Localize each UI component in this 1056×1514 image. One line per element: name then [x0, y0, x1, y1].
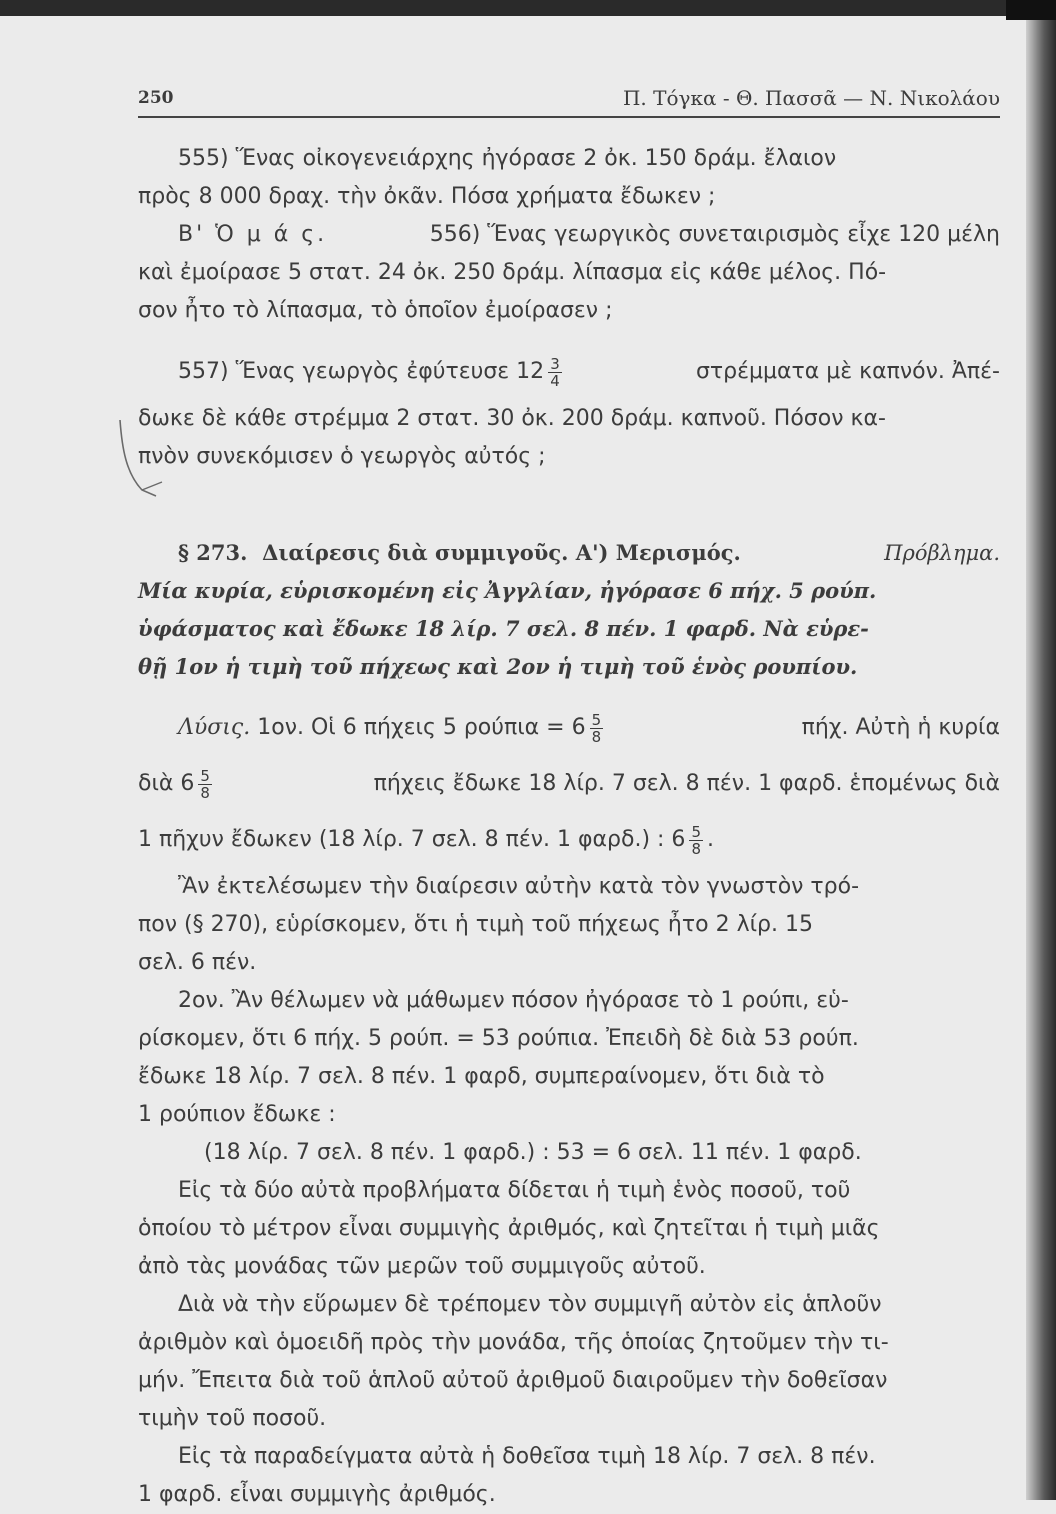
section-problem-text-2: Μία κυρία, εὑρισκομένη εἰς Ἀγγλίαν, ἠγόρασε 6 πήχ. 5 ρούπ.: [138, 578, 877, 603]
problem-557-line-1: [138, 344, 1000, 400]
solution-line-1: [138, 700, 1000, 756]
fraction-numerator: 5: [591, 710, 602, 729]
fraction-numerator: 5: [691, 822, 701, 841]
section-problem-text-3: ὑφάσματος καὶ ἔδωκε 18 λίρ. 7 σελ. 8 πέν. 1 φαρδ. Νὰ εὑρε-: [138, 616, 869, 641]
problem-557-text-a: 557) Ἕνας γεωργὸς ἐφύτευσε 12: [178, 359, 545, 384]
fraction-denominator: 8: [591, 727, 602, 746]
section-problem-line-2: [138, 572, 1000, 610]
solution-line-18: τιμὴν τοῦ ποσοῦ.: [138, 1406, 327, 1431]
solution-line-15: Διὰ νὰ τὴν εὕρωμεν δὲ τρέπομεν τὸν συμμιγῆ αὐτὸν εἰς ἁπλοῦν: [178, 1292, 882, 1317]
solution-line-14: ἀπὸ τὰς μονάδας τῶν μερῶν τοῦ συμμιγοῦς αὐτοῦ.: [138, 1254, 706, 1279]
solution-line-2-a: [138, 765, 216, 803]
problem-556-line-1-text: 556) Ἕνας γεωργικὸς συνεταιρισμὸς εἶχε 120 μέλη: [429, 222, 1000, 247]
solution-text-1a: 1ον. Οἱ 6 πήχεις 5 ρούπια = 6: [257, 715, 586, 740]
problem-557-line-2: δωκε δὲ κάθε στρέμμα 2 στατ. 30 ὀκ. 200 δράμ. καπνοῦ. Πόσον κα-: [138, 406, 886, 431]
problem-label: Πρόβλημα.: [884, 541, 1000, 565]
solution-line-6: σελ. 6 πέν.: [138, 950, 257, 975]
fraction-five-eighths-1: [590, 712, 604, 745]
group-label: Β' Ὁ μ ά ς.: [178, 222, 328, 247]
scan-edge-top: [0, 0, 1056, 16]
fraction-denominator: 8: [691, 839, 701, 858]
section-mark: § 273.: [178, 540, 248, 565]
problem-555-line-2: [138, 178, 1000, 216]
fraction-five-eighths-2: [198, 768, 212, 801]
solution-line-2: [138, 756, 1000, 812]
solution-text-2b: πήχεις ἔδωκε 18 λίρ. 7 σελ. 8 πέν. 1 φαρδ. ἑπομένως διὰ: [373, 771, 1000, 796]
page-number: 250: [138, 88, 174, 108]
scan-corner: [1006, 0, 1056, 20]
solution-line-5: πον (§ 270), εὑρίσκομεν, ὅτι ἡ τιμὴ τοῦ πήχεως ἦτο 2 λίρ. 15: [138, 912, 813, 937]
solution-line-20: 1 φαρδ. εἶναι συμμιγὴς ἀριθμός.: [138, 1482, 496, 1507]
solution-line-9: ἔδωκε 18 λίρ. 7 σελ. 8 πέν. 1 φαρδ, συμπεραίνομεν, ὅτι διὰ τὸ: [138, 1064, 825, 1089]
scan-edge-right: [1026, 0, 1056, 1500]
problem-556-line-2: καὶ ἐμοίρασε 5 στατ. 24 ὀκ. 250 δράμ. λίπασμα εἰς κάθε μέλος. Πό-: [138, 260, 887, 285]
solution-line-8: ρίσκομεν, ὅτι 6 πήχ. 5 ρούπ. = 53 ρούπια. Ἐπειδὴ δὲ διὰ 53 ρούπ.: [138, 1026, 859, 1051]
solution-line-17: μήν. Ἔπειτα διὰ τοῦ ἁπλοῦ αὐτοῦ ἀριθμοῦ διαιροῦμεν τὴν δοθεῖσαν: [138, 1368, 888, 1393]
solution-line-11: (18 λίρ. 7 σελ. 8 πέν. 1 φαρδ.) : 53 = 6 σελ. 11 πέν. 1 φαρδ.: [204, 1140, 862, 1165]
solution-line-3: 1 πῆχυν ἔδωκεν (18 λίρ. 7 σελ. 8 πέν. 1 φαρδ.) : 6 $\frac{5}{8}$ .: [138, 822, 714, 858]
fraction-numerator: 5: [200, 766, 210, 785]
section-problem-line-3: [138, 610, 1000, 648]
fraction-numerator: 3: [550, 354, 560, 373]
solution-label: Λύσις.: [178, 715, 251, 740]
solution-line-19: Εἰς τὰ παραδείγματα αὐτὰ ἡ δοθεῖσα τιμὴ 18 λίρ. 7 σελ. 8 πέν.: [178, 1444, 876, 1469]
page-header: [138, 82, 1000, 118]
solution-line-4: Ἂν ἐκτελέσωμεν τὴν διαίρεσιν αὐτὴν κατὰ τὸν γνωστὸν τρό-: [178, 874, 860, 899]
section-title: Διαίρεσις διὰ συμμιγοῦς. Α') Μερισμός.: [262, 540, 741, 565]
solution-text-1b: πήχ. Αὐτὴ ἡ κυρία: [801, 715, 1000, 740]
fraction-denominator: 8: [200, 783, 210, 802]
problem-555-line-2-text: πρὸς 8 000 δραχ. τὴν ὀκᾶν. Πόσα χρήματα ἔδωκεν ;: [138, 184, 716, 209]
section-problem-line-4: [138, 648, 1000, 686]
solution-line-7: 2ον. Ἂν θέλωμεν νὰ μάθωμεν πόσον ἠγόρασε τὸ 1 ρούπι, εὑ-: [178, 988, 849, 1013]
problem-555-line-1: 555) Ἕνας οἰκογενειάρχης ἠγόρασε 2 ὀκ. 150 δράμ. ἔλαιον: [178, 146, 837, 171]
solution-line-16: ἀριθμὸν καὶ ὁμοειδῆ πρὸς τὴν μονάδα, τῆς ὁποίας ζητοῦμεν τὴν τι-: [138, 1330, 889, 1355]
problem-557-line-1-b: στρέμματα μὲ καπνόν. Ἀπέ-: [695, 359, 1000, 384]
solution-line-13: ὁποίου τὸ μέτρον εἶναι συμμιγὴς ἀριθμός, καὶ ζητεῖται ἡ τιμὴ μιᾶς: [138, 1216, 880, 1241]
running-head: Π. Τόγκα - Θ. Πασσᾶ — Ν. Νικολάου: [622, 86, 1000, 110]
solution-line-12: Εἰς τὰ δύο αὐτὰ προβλήματα δίδεται ἡ τιμὴ ἑνὸς ποσοῦ, τοῦ: [178, 1178, 851, 1203]
fraction-five-eighths-3: [689, 824, 703, 857]
fraction-denominator: 4: [550, 371, 560, 390]
problem-557-line-3: πνὸν συνεκόμισεν ὁ γεωργὸς αὐτός ;: [138, 444, 546, 469]
problem-556-line-1: [138, 216, 1000, 254]
solution-line-1-a: [178, 709, 607, 747]
page-body: [138, 140, 1000, 1514]
fraction-three-quarters: [548, 356, 562, 389]
problem-557-line-1-a: [178, 353, 566, 391]
section-problem-text-4: θῇ 1ον ἡ τιμὴ τοῦ πήχεως καὶ 2ον ἡ τιμὴ τοῦ ἑνὸς ρουπίου.: [138, 654, 858, 679]
problem-556-line-3: σον ἦτο τὸ λίπασμα, τὸ ὁποῖον ἐμοίρασεν ;: [138, 298, 613, 323]
solution-text-2a: διὰ 6: [138, 771, 195, 796]
solution-line-10: 1 ρούπιον ἔδωκε :: [138, 1102, 336, 1127]
section-273-title-line: [138, 534, 1000, 572]
solution-text-3a: 1 πῆχυν ἔδωκεν (18 λίρ. 7 σελ. 8 πέν. 1 φαρδ.) : 6: [138, 827, 686, 852]
